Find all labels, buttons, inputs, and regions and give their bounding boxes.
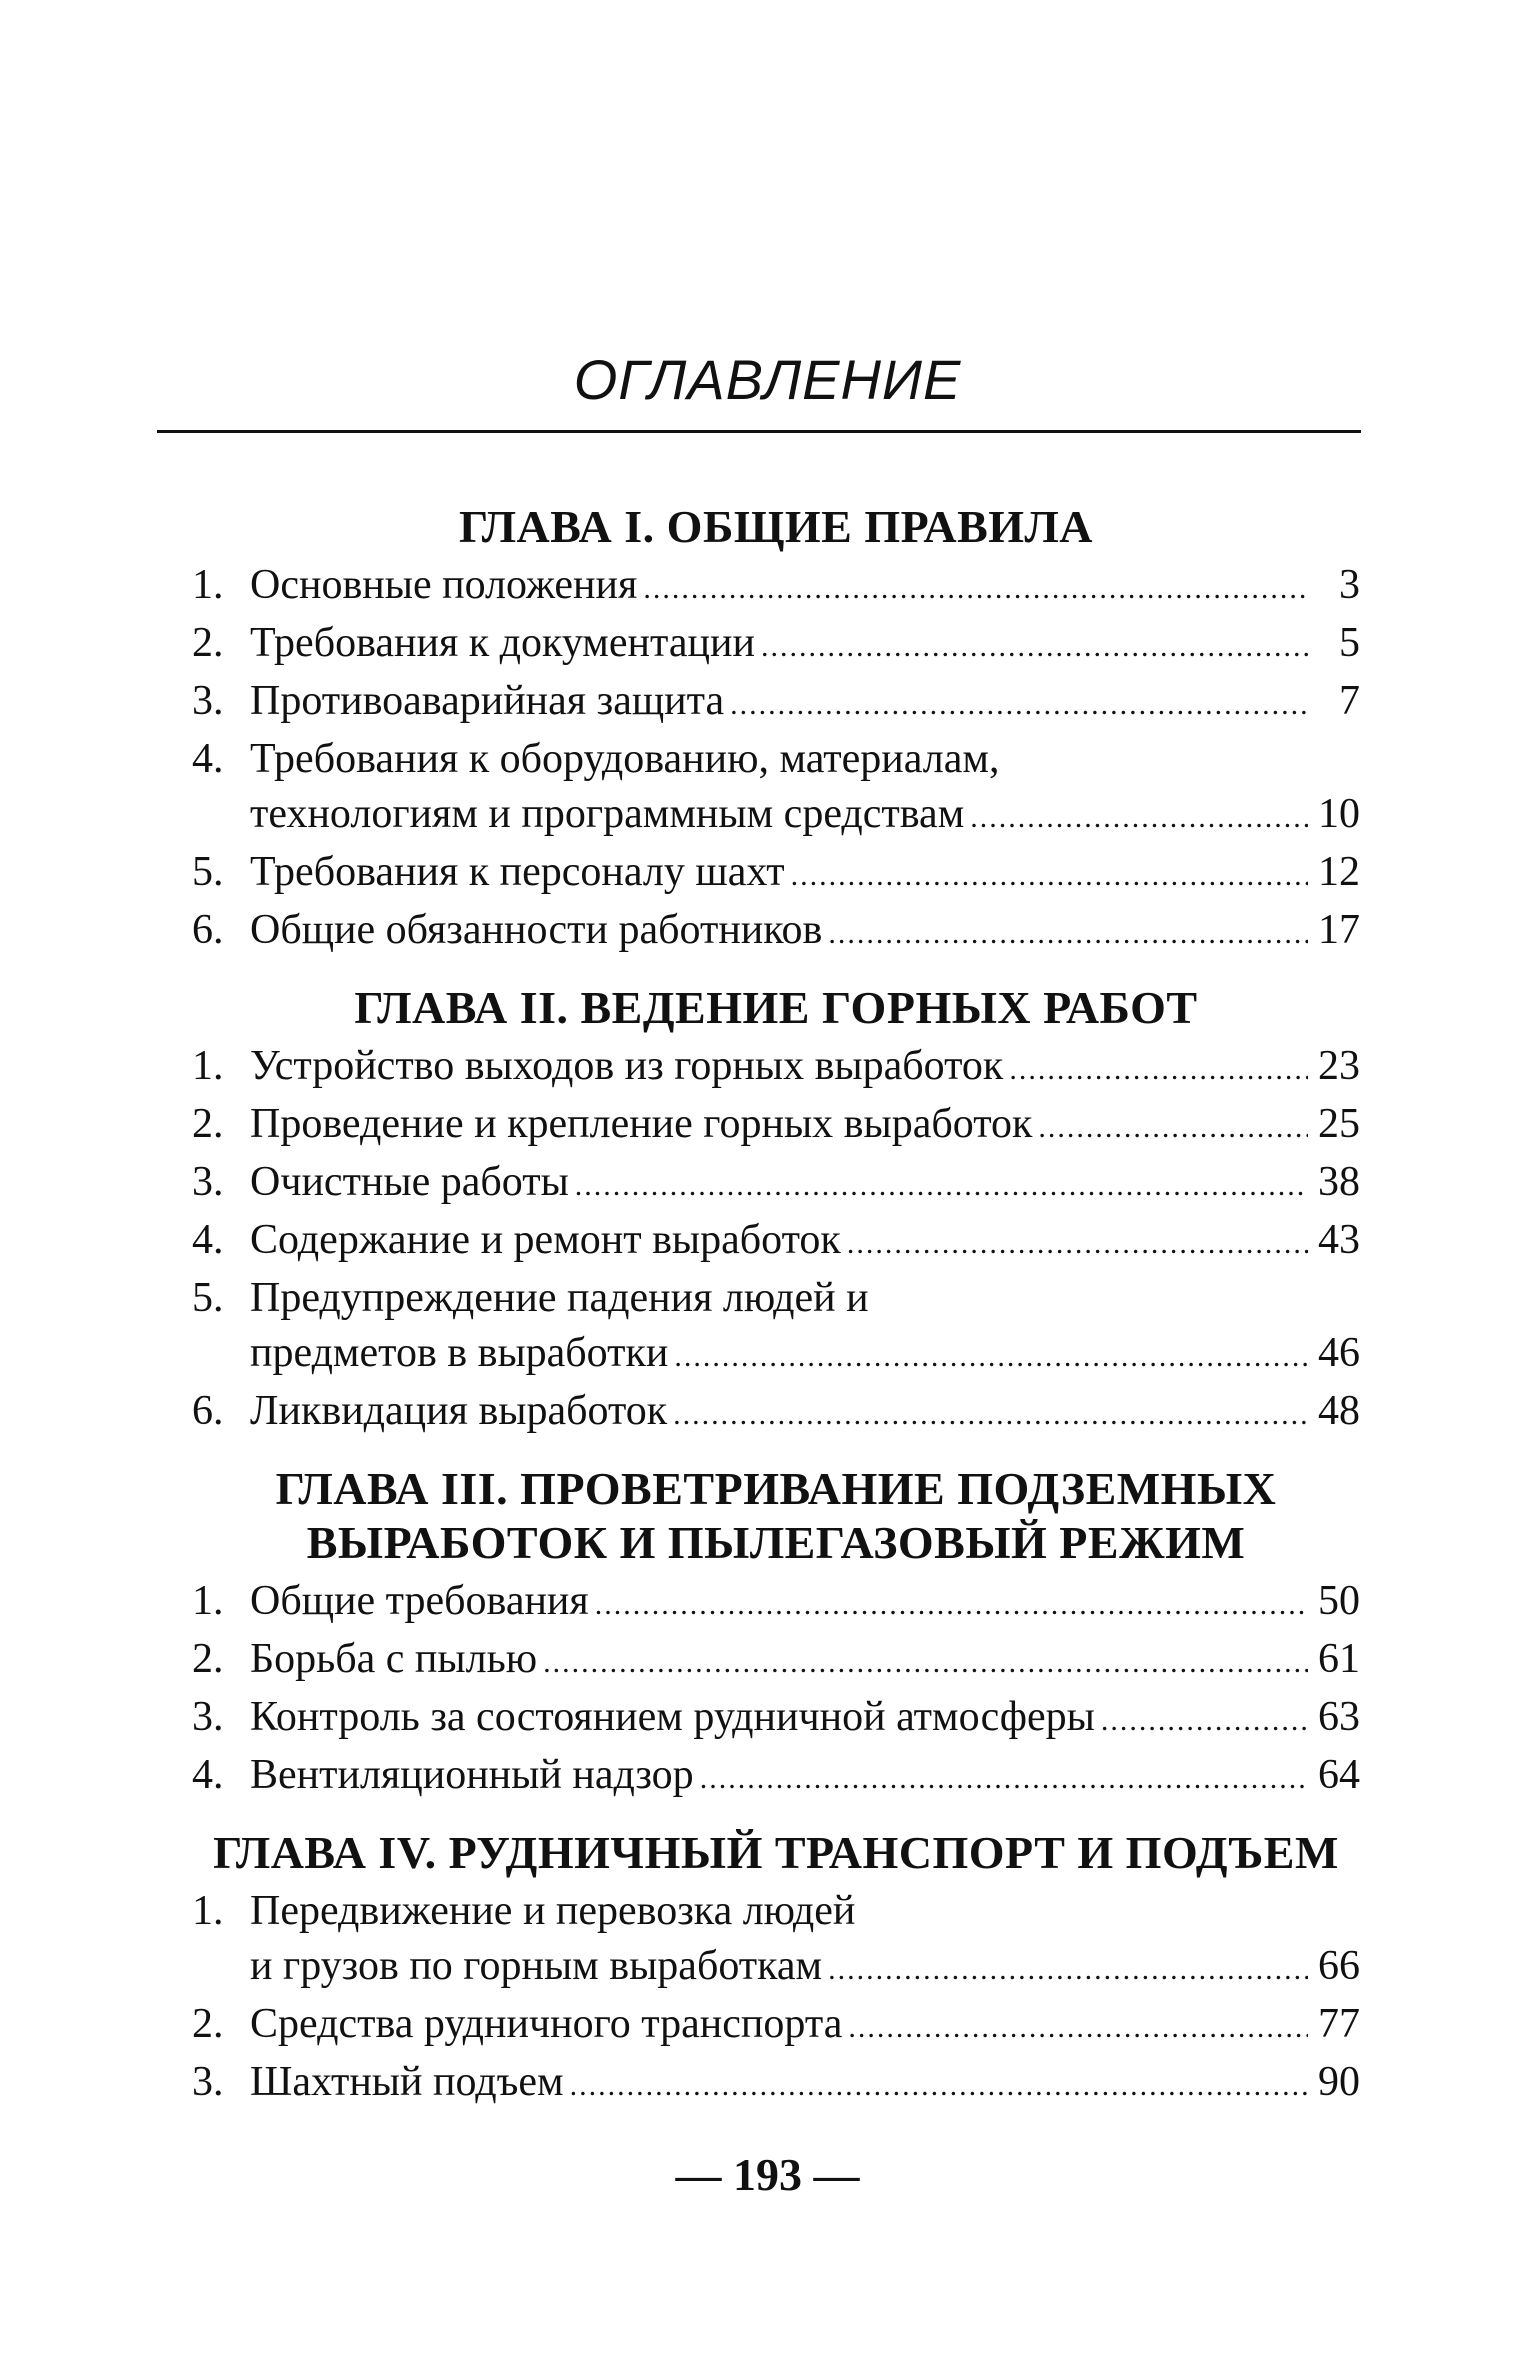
entry-title: Основные положения [250, 562, 638, 608]
entry-number: 3. [192, 1694, 224, 1740]
chapter-heading [192, 1462, 1360, 1570]
entry-number: 1. [192, 1043, 224, 1089]
dot-leader [700, 1751, 1308, 1806]
dot-leader [828, 1942, 1308, 1997]
entry-line [192, 1748, 1360, 1806]
entry-title: Устройство выходов из горных выработок [250, 1043, 1004, 1089]
entry-line [192, 903, 1360, 961]
entry-title: Общие обязанности работников [250, 907, 823, 953]
entry-title: Предупреждение падения людей и [250, 1275, 869, 1321]
entry-title-continued: технологиям и программным средствам [250, 791, 965, 837]
toc-entry[interactable] [192, 1039, 1360, 1097]
entry-title: Ликвидация выработок [250, 1388, 668, 1434]
entry-number: 2. [192, 2001, 224, 2047]
dot-leader [570, 2058, 1308, 2113]
page-title: ОГЛАВЛЕНИЕ [573, 348, 962, 411]
entry-list [192, 1039, 1360, 1442]
chapter-heading-line: ГЛАВА IV. РУДНИЧНЫЙ ТРАНСПОРТ И ПОДЪЕМ [213, 1827, 1339, 1878]
dot-leader [848, 2000, 1308, 2055]
entry-page-number: 17 [1318, 907, 1360, 953]
entry-title: Борьба с пылью [250, 1636, 538, 1682]
entry-title: Общие требования [250, 1578, 589, 1624]
table-of-contents [192, 500, 1360, 2133]
toc-entry[interactable] [192, 845, 1360, 903]
dot-leader [673, 1387, 1308, 1442]
entry-title: Вентиляционный надзор [250, 1752, 694, 1798]
toc-entry[interactable] [192, 1213, 1360, 1271]
toc-entry[interactable] [192, 732, 1360, 845]
chapter-section [192, 500, 1360, 961]
entry-number: 5. [192, 849, 224, 895]
chapter-heading [192, 1826, 1360, 1880]
toc-entry[interactable] [192, 558, 1360, 616]
entry-line [192, 1997, 1360, 2055]
dot-leader [761, 619, 1308, 674]
entry-line [192, 1690, 1360, 1748]
entry-title: Требования к документации [250, 620, 755, 666]
entry-line [192, 1632, 1360, 1690]
entry-number: 1. [192, 1578, 224, 1624]
entry-title: Проведение и крепление горных выработок [250, 1101, 1033, 1147]
entry-page-number: 25 [1318, 1101, 1360, 1147]
entry-list [192, 558, 1360, 961]
entry-line [192, 845, 1360, 903]
toc-entry[interactable] [192, 903, 1360, 961]
entry-number: 1. [192, 562, 224, 608]
entry-first-line [192, 1884, 1360, 1939]
entry-page-number: 7 [1339, 678, 1360, 724]
entry-number: 2. [192, 620, 224, 666]
entry-number: 2. [192, 1636, 224, 1682]
entry-line [192, 558, 1360, 616]
dot-leader [847, 1216, 1308, 1271]
entry-page-number: 23 [1318, 1043, 1360, 1089]
entry-line [192, 1155, 1360, 1213]
chapter-heading [192, 981, 1360, 1035]
chapter-heading-line: ГЛАВА II. ВЕДЕНИЕ ГОРНЫХ РАБОТ [354, 982, 1198, 1033]
chapter-heading [192, 500, 1360, 554]
entry-number: 4. [192, 736, 224, 782]
entry-list [192, 1574, 1360, 1806]
chapter-section [192, 1826, 1360, 2113]
entry-number: 1. [192, 1888, 224, 1934]
entry-continuation-line [192, 787, 1360, 845]
entry-line [192, 616, 1360, 674]
entry-line [192, 1213, 1360, 1271]
entry-line [192, 1574, 1360, 1632]
dot-leader [730, 677, 1308, 732]
entry-title-continued: и грузов по горным выработкам [250, 1943, 823, 1989]
entry-line [192, 1097, 1360, 1155]
dot-leader [791, 848, 1308, 903]
toc-entry[interactable] [192, 616, 1360, 674]
entry-continuation-line [192, 1939, 1360, 1997]
toc-entry[interactable] [192, 1884, 1360, 1997]
entry-number: 5. [192, 1275, 224, 1321]
dot-leader [674, 1329, 1308, 1384]
entry-page-number: 63 [1318, 1694, 1360, 1740]
entry-page-number: 38 [1318, 1159, 1360, 1205]
toc-entry[interactable] [192, 1748, 1360, 1806]
entry-page-number: 46 [1318, 1330, 1360, 1376]
entry-page-number: 10 [1318, 791, 1360, 837]
dot-leader [1101, 1693, 1308, 1748]
dot-leader [1038, 1100, 1308, 1155]
chapter-section [192, 1462, 1360, 1806]
chapter-heading-line: ГЛАВА I. ОБЩИЕ ПРАВИЛА [458, 501, 1094, 552]
entry-list [192, 1884, 1360, 2113]
entry-title: Содержание и ремонт выработок [250, 1217, 841, 1263]
entry-number: 4. [192, 1217, 224, 1263]
entry-number: 2. [192, 1101, 224, 1147]
entry-page-number: 43 [1318, 1217, 1360, 1263]
toc-entry[interactable] [192, 1574, 1360, 1632]
chapter-section [192, 981, 1360, 1442]
entry-number: 3. [192, 2059, 224, 2105]
entry-title: Очистные работы [250, 1159, 569, 1205]
entry-number: 3. [192, 1159, 224, 1205]
entry-line [192, 1384, 1360, 1442]
entry-page-number: 77 [1318, 2001, 1360, 2047]
toc-entry[interactable] [192, 1632, 1360, 1690]
entry-title: Средства рудничного транспорта [250, 2001, 843, 2047]
entry-continuation-line [192, 1326, 1360, 1384]
title-divider [157, 430, 1361, 433]
entry-number: 6. [192, 1388, 224, 1434]
entry-page-number: 64 [1318, 1752, 1360, 1798]
page-number: — 193 — [675, 2149, 860, 2200]
dot-leader [643, 561, 1308, 616]
dot-leader [970, 790, 1308, 845]
toc-entry[interactable] [192, 1997, 1360, 2055]
entry-title-continued: предметов в выработки [250, 1330, 669, 1376]
toc-entry[interactable] [192, 1097, 1360, 1155]
entry-title: Требования к оборудованию, материалам, [250, 736, 1000, 782]
entry-page-number: 48 [1318, 1388, 1360, 1434]
entry-page-number: 66 [1318, 1943, 1360, 1989]
toc-entry[interactable] [192, 1384, 1360, 1442]
entry-title: Требования к персоналу шахт [250, 849, 785, 895]
dot-leader [575, 1158, 1308, 1213]
entry-line [192, 674, 1360, 732]
entry-title: Противоаварийная защита [250, 678, 725, 724]
chapter-heading-line: ВЫРАБОТОК И ПЫЛЕГАЗОВЫЙ РЕЖИМ [306, 1517, 1246, 1568]
toc-entry[interactable] [192, 1690, 1360, 1748]
entry-page-number: 3 [1339, 562, 1360, 608]
entry-page-number: 5 [1339, 620, 1360, 666]
dot-leader [543, 1635, 1308, 1690]
entry-page-number: 50 [1318, 1578, 1360, 1624]
entry-first-line [192, 732, 1360, 787]
toc-entry[interactable] [192, 1155, 1360, 1213]
toc-entry[interactable] [192, 2055, 1360, 2113]
entry-number: 3. [192, 678, 224, 724]
entry-first-line [192, 1271, 1360, 1326]
entry-page-number: 90 [1318, 2059, 1360, 2105]
entry-line [192, 2055, 1360, 2113]
chapter-heading-line: ГЛАВА III. ПРОВЕТРИВАНИЕ ПОДЗЕМНЫХ [275, 1463, 1277, 1514]
dot-leader [1009, 1042, 1308, 1097]
entry-number: 4. [192, 1752, 224, 1798]
toc-entry[interactable] [192, 674, 1360, 732]
dot-leader [828, 906, 1308, 961]
toc-entry[interactable] [192, 1271, 1360, 1384]
entry-page-number: 12 [1318, 849, 1360, 895]
entry-title: Контроль за состоянием рудничной атмосферы [250, 1694, 1095, 1740]
entry-number: 6. [192, 907, 224, 953]
entry-line [192, 1039, 1360, 1097]
entry-page-number: 61 [1318, 1636, 1360, 1682]
entry-title: Передвижение и перевозка людей [250, 1888, 856, 1934]
entry-title: Шахтный подъем [250, 2059, 564, 2105]
dot-leader [595, 1577, 1308, 1632]
